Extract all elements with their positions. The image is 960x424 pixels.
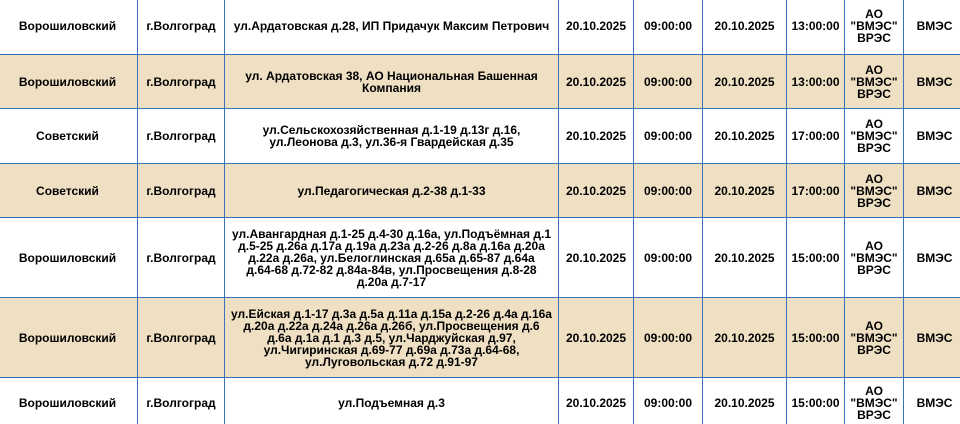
table-row [0,378,960,424]
address-line: д.6а д.1а д.1 д.3 д.5, ул.Чарджуйская д.97, [267,330,516,345]
address-line: ул.Педагогическая д.2-38 д.1-33 [297,183,486,198]
organization-cell [845,55,904,109]
organization-line: ВРЭС [857,195,891,210]
end-date-cell: 20.10.2025 [703,0,787,55]
start-date-cell: 20.10.2025 [559,164,634,218]
start-time-cell: 09:00:00 [634,0,703,55]
end-date-cell: 20.10.2025 [703,109,787,164]
address-cell [225,378,559,424]
start-time-cell: 09:00:00 [634,164,703,218]
end-time-cell: 17:00:00 [787,164,845,218]
organization-line: "ВМЭС" [850,250,898,265]
end-date-cell: 20.10.2025 [703,164,787,218]
district-cell: Ворошиловский [0,55,138,109]
organization-line: "ВМЭС" [850,183,898,198]
organization-line: АО [865,7,883,21]
city-cell: г.Волгоград [138,109,225,164]
table-row [0,164,960,218]
end-date-cell: 20.10.2025 [703,218,787,298]
address-line: д.64-68 д.72-82 д.84а-84в, ул.Просвещения д.8-28 [246,262,537,277]
organization-cell [845,0,904,55]
district-cell: Советский [0,109,138,164]
organization-line: АО [865,171,883,186]
address-line: ул.Авангардная д.1-25 д.4-30 д.16а, ул.Подъёмная д.1 [231,226,551,241]
address-line: ул.Леонова д.3, ул.36-я Гвардейская д.35 [269,135,514,149]
address-line: ул.Луговольская д.72 д.91-97 [305,354,478,369]
district-cell: Ворошиловский [0,378,138,424]
organization-line: ВРЭС [857,31,891,45]
address-line: ул.Чигиринская д.69-77 д.69а д.73а д.64-68, [263,342,520,357]
organization-line: АО [865,117,883,131]
start-date-cell: 20.10.2025 [559,298,634,378]
address-cell [225,109,559,164]
end-date-cell: 20.10.2025 [703,55,787,109]
end-time-cell: 15:00:00 [787,298,845,378]
table-row [0,55,960,109]
end-time-cell: 13:00:00 [787,0,845,55]
start-date-cell: 20.10.2025 [559,378,634,424]
network-cell: ВМЭС [904,218,960,298]
address-line: ул.Подъемная д.3 [338,395,445,410]
address-line: ул.Ардатовская д.28, ИП Придачук Максим Петрович [233,19,550,33]
organization-line: АО [865,318,883,333]
district-cell: Ворошиловский [0,218,138,298]
address-cell [225,218,559,298]
address-line: ул.Сельскохозяйственная д.1-19 д.13г д.16, [262,123,521,137]
organization-line: ВРЭС [857,141,891,155]
organization-cell [845,109,904,164]
network-cell: ВМЭС [904,298,960,378]
end-time-cell: 17:00:00 [787,109,845,164]
organization-line: "ВМЭС" [850,395,898,410]
city-cell: г.Волгоград [138,378,225,424]
start-time-cell: 09:00:00 [634,218,703,298]
organization-line: "ВМЭС" [850,129,898,143]
organization-line: ВРЭС [857,342,891,357]
address-line: ул. Ардатовская 38, АО Национальная Башенная [245,68,538,83]
organization-line: ВРЭС [857,262,891,277]
table-row [0,298,960,378]
organization-line: АО [865,62,883,77]
start-date-cell: 20.10.2025 [559,0,634,55]
address-cell [225,0,559,55]
network-cell: ВМЭС [904,378,960,424]
end-time-cell: 13:00:00 [787,55,845,109]
city-cell: г.Волгоград [138,0,225,55]
organization-line: ВРЭС [857,86,891,101]
organization-cell [845,298,904,378]
address-line: ул.Ейская д.1-17 д.3а д.5а д.11а д.15а д.2-26 д.4а д.16а [231,306,552,321]
network-cell: ВМЭС [904,55,960,109]
organization-line: "ВМЭС" [850,330,898,345]
address-cell [225,55,559,109]
city-cell: г.Волгоград [138,55,225,109]
address-line: Компания [362,80,421,95]
organization-cell [845,218,904,298]
network-cell: ВМЭС [904,109,960,164]
start-time-cell: 09:00:00 [634,109,703,164]
end-date-cell: 20.10.2025 [703,298,787,378]
organization-cell [845,378,904,424]
address-line: д.20а д.7-17 [356,274,427,289]
address-line: д.5-25 д.26а д.17а д.19а д.23а д.2-26 д.8а д.16а д.20а [238,238,545,253]
start-date-cell: 20.10.2025 [559,109,634,164]
address-line: д.20а д.22а д.24а д.26а д.26б, ул.Просвещения д.6 [243,318,540,333]
start-time-cell: 09:00:00 [634,378,703,424]
organization-line: АО [865,383,883,398]
start-date-cell: 20.10.2025 [559,55,634,109]
table-row [0,218,960,298]
end-time-cell: 15:00:00 [787,378,845,424]
district-cell: Ворошиловский [0,0,138,55]
organization-line: АО [865,238,883,253]
district-cell: Ворошиловский [0,298,138,378]
organization-line: "ВМЭС" [850,74,898,89]
start-time-cell: 09:00:00 [634,55,703,109]
table-row [0,0,960,55]
city-cell: г.Волгоград [138,218,225,298]
end-date-cell: 20.10.2025 [703,378,787,424]
network-cell: ВМЭС [904,164,960,218]
network-cell: ВМЭС [904,0,960,55]
organization-line: ВРЭС [857,407,891,422]
district-cell: Советский [0,164,138,218]
address-line: д.22а д.26а, ул.Белоглинская д.65а д.65-87 д.64а [248,250,535,265]
address-cell [225,298,559,378]
organization-cell [845,164,904,218]
end-time-cell: 15:00:00 [787,218,845,298]
start-time-cell: 09:00:00 [634,298,703,378]
organization-line: "ВМЭС" [850,19,898,33]
city-cell: г.Волгоград [138,164,225,218]
start-date-cell: 20.10.2025 [559,218,634,298]
table-row [0,109,960,164]
address-cell [225,164,559,218]
city-cell: г.Волгоград [138,298,225,378]
